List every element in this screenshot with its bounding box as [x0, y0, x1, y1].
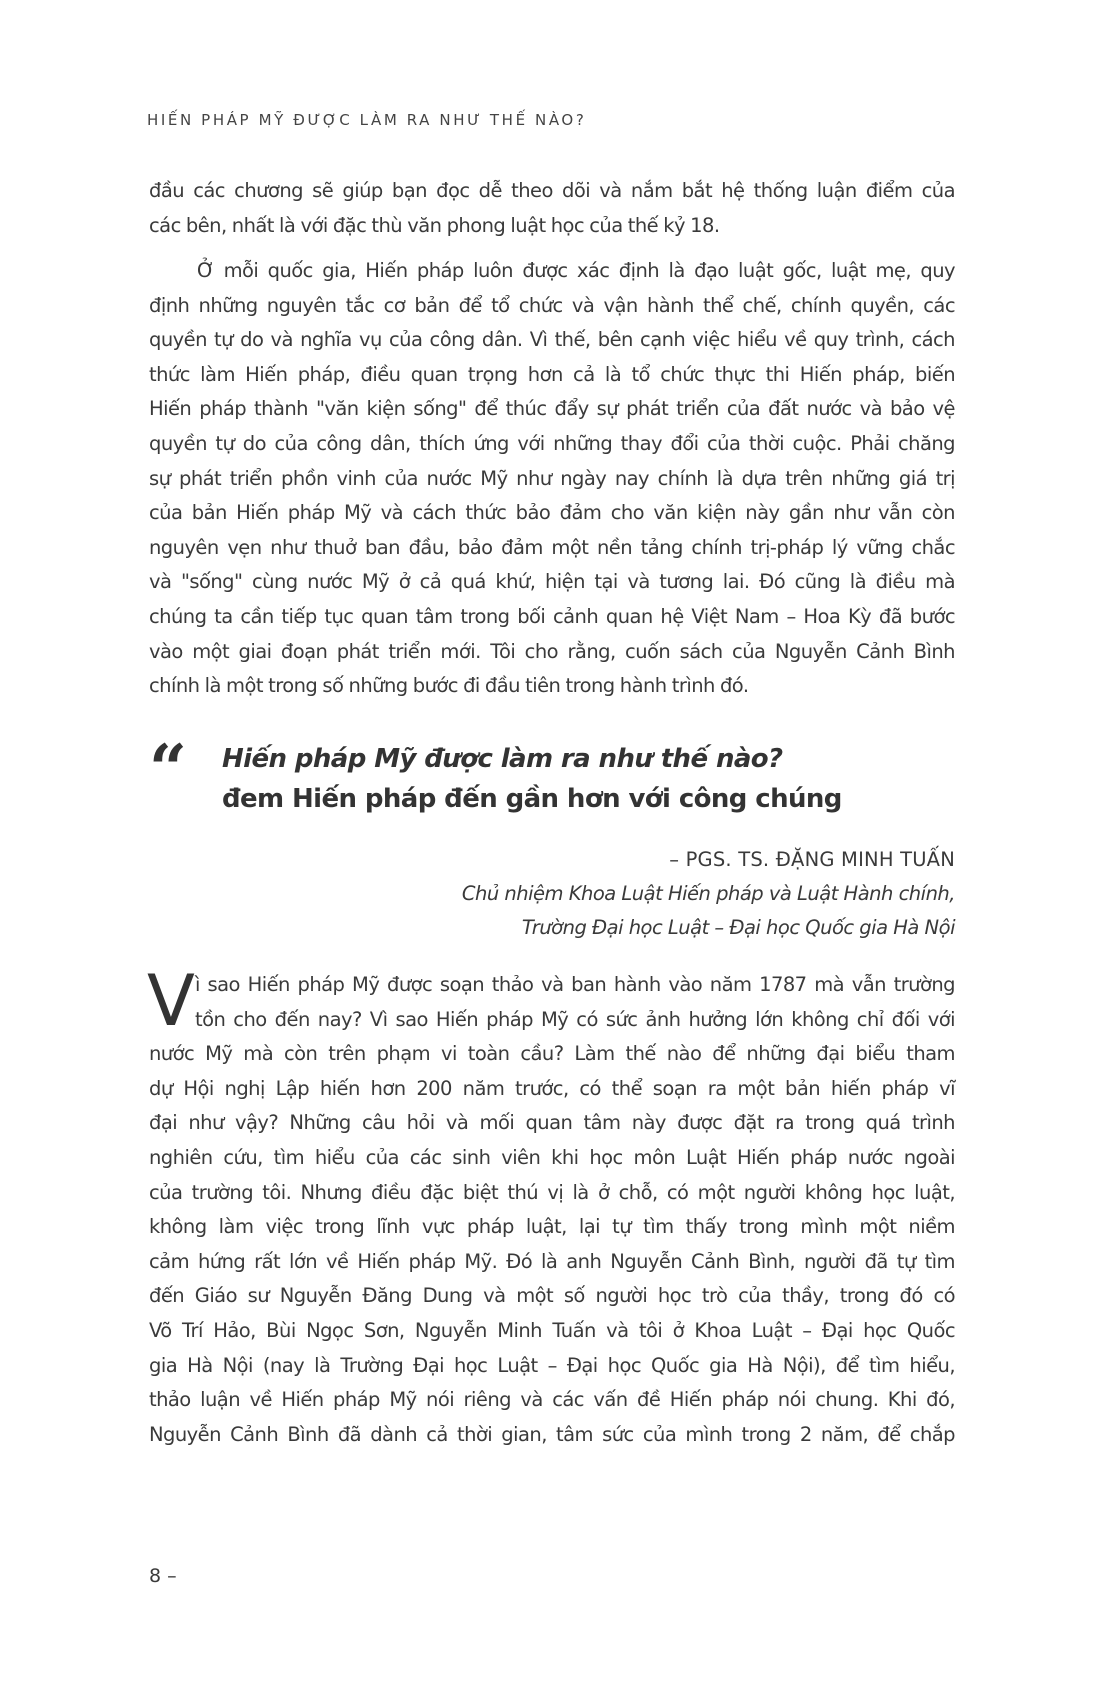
text-line: vào một giai đoạn phát triển mới. Tôi cho rằng, cuốn sách của Nguyễn Cảnh Bình — [149, 639, 955, 663]
text-line: dự Hội nghị Lập hiến hơn 200 năm trước, có thể soạn ra một bản hiến pháp vĩ — [149, 1076, 955, 1100]
text-line: không làm việc trong lĩnh vực pháp luật, lại tự tìm thấy trong mình một niềm — [149, 1215, 955, 1239]
text-line: Hiến pháp thành "văn kiện sống" để thúc đẩy sự phát triển của đất nước và bảo vệ — [149, 397, 955, 421]
text-line: sự phát triển phồn vinh của nước Mỹ như ngày nay chính là dựa trên những giá trị — [149, 466, 955, 490]
text-line: Nguyễn Cảnh Bình đã dành cả thời gian, tâm sức của mình trong 2 năm, để chắp — [149, 1422, 955, 1446]
author-role: Chủ nhiệm Khoa Luật Hiến pháp và Luật Hành chính, — [461, 882, 955, 905]
text-line: nguyên vẹn như thuở ban đầu, bảo đảm một nền tảng chính trị-pháp lý vững chắc — [149, 535, 955, 559]
text-line: thức làm Hiến pháp, điều quan trọng hơn cả là tổ chức thực thi Hiến pháp, biến — [149, 362, 955, 386]
text-line: nước Mỹ mà còn trên phạm vi toàn cầu? Làm thế nào để những đại biểu tham — [149, 1042, 955, 1066]
text-line: đại như vậy? Những câu hỏi và mối quan tâm này được đặt ra trong quá trình — [149, 1111, 955, 1135]
text-line: ì sao Hiến pháp Mỹ được soạn thảo và ban hành vào năm 1787 mà vẫn trường — [195, 973, 955, 996]
drop-cap: V — [147, 960, 195, 1042]
essay-body — [147, 960, 955, 1452]
quote-mark-icon: “ — [149, 730, 187, 808]
text-line: chính là một trong số những bước đi đầu tiên trong hành trình đó. — [149, 674, 749, 698]
text-line: gia Hà Nội (nay là Trường Đại học Luật – Đại học Quốc gia Hà Nội), để tìm hiểu, — [149, 1353, 955, 1377]
text-line: của bản Hiến pháp Mỹ và cách thức bảo đảm cho văn kiện này gần như vẫn còn — [149, 501, 955, 525]
text-line: tồn cho đến nay? Vì sao Hiến pháp Mỹ có sức ảnh hưởng lớn không chỉ đối với — [195, 1007, 955, 1031]
text-line: định những nguyên tắc cơ bản để tổ chức và vận hành thể chế, chính quyền, các — [149, 293, 955, 317]
quote-title: Hiến pháp Mỹ được làm ra như thế nào? — [222, 744, 783, 774]
paragraph-constitution-role — [149, 254, 955, 704]
text-line: cảm hứng rất lớn về Hiến pháp Mỹ. Đó là anh Nguyễn Cảnh Bình, người đã tự tìm — [149, 1249, 955, 1273]
text-line: quyền tự do và nghĩa vụ của công dân. Vì thế, bên cạnh việc hiểu về quy trình, cách — [149, 328, 955, 352]
text-line: và "sống" cùng nước Mỹ ở cả quá khứ, hiện tại và tương lai. Đó cũng là điều mà — [149, 570, 955, 594]
text-line: Võ Trí Hảo, Bùi Ngọc Sơn, Nguyễn Minh Tuấn và tôi ở Khoa Luật – Đại học Quốc — [149, 1318, 955, 1342]
author-organization: Trường Đại học Luật – Đại học Quốc gia Hà Nội — [521, 916, 955, 939]
text-line: thảo luận về Hiến pháp Mỹ nói riêng và các vấn đề Hiến pháp nói chung. Khi đó, — [149, 1388, 955, 1412]
text-line: nghiên cứu, tìm hiểu của các sinh viên khi học môn Luật Hiến pháp nước ngoài — [149, 1145, 955, 1169]
text-line: đến Giáo sư Nguyễn Đăng Dung và một số người học trò của thầy, trong đó có — [149, 1284, 955, 1308]
text-line: quyền tự do của công dân, thích ứng với những thay đổi của thời cuộc. Phải chăng — [149, 431, 955, 455]
running-header: HIẾN PHÁP MỸ ĐƯỢC LÀM RA NHƯ THẾ NÀO? — [147, 111, 587, 129]
page-number: 8 – — [149, 1565, 177, 1587]
quote-subtitle: đem Hiến pháp đến gần hơn với công chúng — [222, 784, 842, 814]
text-line: các bên, nhất là với đặc thù văn phong luật học của thế kỷ 18. — [149, 213, 720, 237]
text-line: Ở mỗi quốc gia, Hiến pháp luôn được xác định là đạo luật gốc, luật mẹ, quy — [197, 259, 955, 282]
text-line: đầu các chương sẽ giúp bạn đọc dễ theo dõi và nắm bắt hệ thống luận điểm của — [149, 179, 955, 202]
author-name: – PGS. TS. ĐẶNG MINH TUẤN — [669, 848, 955, 871]
paragraph-continuation — [149, 174, 955, 243]
text-line: chúng ta cần tiếp tục quan tâm trong bối cảnh quan hệ Việt Nam – Hoa Kỳ đã bước — [149, 604, 955, 628]
text-line: của trường tôi. Nhưng điều đặc biệt thú vị là ở chỗ, có một người không học luật, — [149, 1180, 955, 1204]
